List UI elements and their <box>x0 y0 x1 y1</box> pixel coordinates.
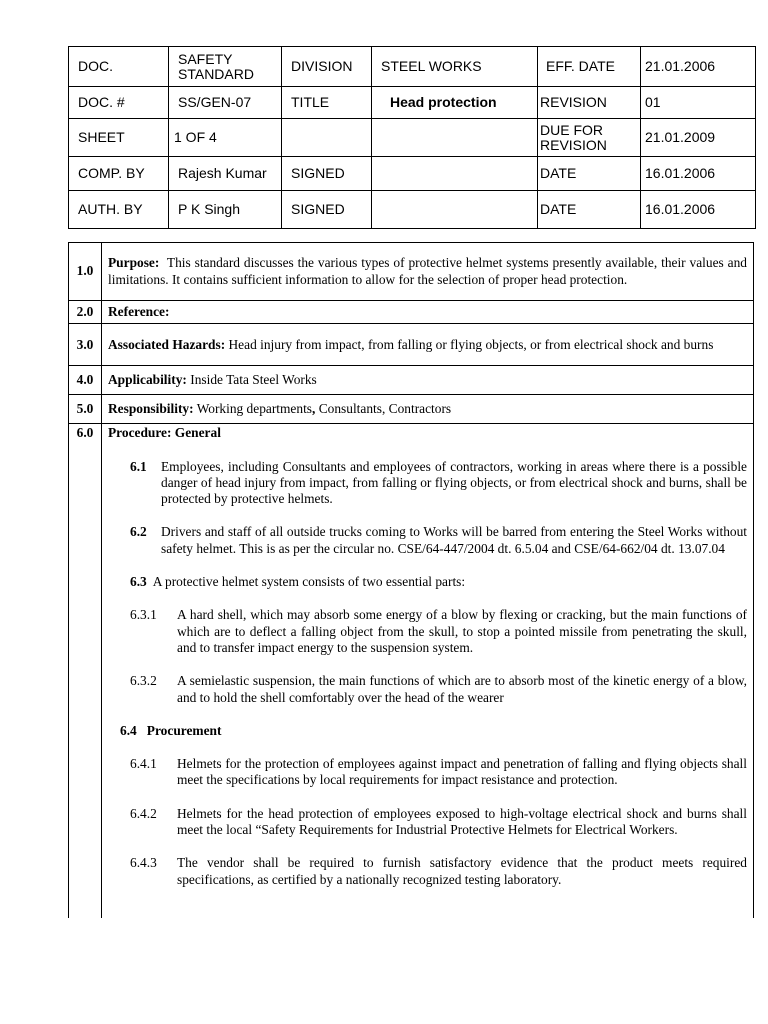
paragraph-6-4-2 <box>108 806 747 839</box>
paragraph-number: 6.4.1 <box>130 756 157 772</box>
section-content <box>102 324 754 366</box>
section-text: This standard discusses the various types of protective helmet systems presently available, their values and limitations. It contains sufficient information to allow for the selection of proper head protection. <box>108 255 747 287</box>
paragraph-text: Helmets for the head protection of employees exposed to high-voltage electrical shock and burns shall meet the local “Safety Requirements for Industrial Protective Helmets for Electrical Workers. <box>177 805 747 838</box>
paragraph-6-3-2 <box>108 673 747 706</box>
paragraph-6-1 <box>108 459 747 508</box>
header-row-compiled <box>69 157 756 191</box>
section-label: Reference: <box>108 304 170 319</box>
revision-label: REVISION <box>538 87 641 119</box>
signed-label: SIGNED <box>282 191 372 229</box>
paragraph-number: 6.4.3 <box>130 855 157 871</box>
paragraph-text: A semielastic suspension, the main functions of which are to absorb most of the kinetic energy of a blow, and to hold the shell comfortably over the head of the wearer <box>177 673 747 705</box>
signature-cell <box>372 157 538 191</box>
due-for-revision-label: DUE FOR REVISION <box>538 119 641 157</box>
paragraph-text: Helmets for the protection of employees against impact and penetration of falling and flying objects shall meet the specifications by local requirements for impact resistance and protection. <box>177 756 747 788</box>
section-label: Associated Hazards: <box>108 336 226 352</box>
doc-number-label: DOC. # <box>69 87 169 119</box>
section-responsibility <box>69 395 754 424</box>
title-value: Head protection <box>372 87 538 119</box>
authorised-date-value: 16.01.2006 <box>641 191 756 229</box>
section-separator: , <box>312 401 316 417</box>
section-text: Inside Tata Steel Works <box>190 372 317 388</box>
division-label: DIVISION <box>282 47 372 87</box>
header-empty-cell <box>282 119 372 157</box>
title-label: TITLE <box>282 87 372 119</box>
sheet-value: 1 OF 4 <box>169 119 282 157</box>
header-row-authorised <box>69 191 756 229</box>
eff-date-label: EFF. DATE <box>538 47 641 87</box>
section-hazards <box>69 324 754 366</box>
section-number: 1.0 <box>69 243 102 301</box>
paragraph-number: 6.2 <box>130 524 147 540</box>
paragraph-number: 6.1 <box>130 458 147 474</box>
section-applicability <box>69 366 754 395</box>
eff-date-value: 21.01.2006 <box>641 47 756 87</box>
section-content <box>102 395 754 424</box>
compiled-date-value: 16.01.2006 <box>641 157 756 191</box>
section-number: 6.0 <box>69 424 102 918</box>
authorised-by-value: P K Singh <box>169 191 282 229</box>
section-content <box>102 301 754 324</box>
date-label: DATE <box>538 157 641 191</box>
section-number: 3.0 <box>69 324 102 366</box>
paragraph-6-3 <box>108 574 747 590</box>
doc-type-value: SAFETY STANDARD <box>169 47 282 87</box>
paragraph-6-4-3 <box>108 855 747 888</box>
section-purpose <box>69 243 754 301</box>
paragraph-6-2 <box>108 524 747 557</box>
section-text: Consultants, Contractors <box>318 401 452 417</box>
paragraph-text: The vendor shall be required to furnish satisfactory evidence that the product meets required specifications, as certified by a nationally recognized testing laboratory. <box>177 855 747 887</box>
document-header-table <box>68 46 756 229</box>
section-number: 2.0 <box>69 301 102 324</box>
section-number: 5.0 <box>69 395 102 424</box>
subsection-procurement <box>108 723 747 739</box>
compiled-by-value: Rajesh Kumar <box>169 157 282 191</box>
paragraph-text: A protective helmet system consists of two essential parts: <box>152 574 466 590</box>
paragraph-6-4-1 <box>108 756 747 789</box>
section-label: Applicability: <box>108 372 187 388</box>
signed-label: SIGNED <box>282 157 372 191</box>
subsection-label: Procurement <box>146 722 222 738</box>
section-content <box>102 424 754 918</box>
header-row-doc <box>69 47 756 87</box>
paragraph-number: 6.3.2 <box>130 673 157 689</box>
section-label: Purpose: <box>108 255 160 271</box>
section-text: Head injury from impact, from falling or flying objects, or from electrical shock and burns <box>228 336 714 352</box>
header-empty-cell <box>372 119 538 157</box>
section-number: 4.0 <box>69 366 102 395</box>
doc-label: DOC. <box>69 47 169 87</box>
paragraph-6-3-1 <box>108 607 747 656</box>
document-body <box>68 242 754 918</box>
section-label: Procedure: General <box>108 425 221 441</box>
section-label: Responsibility: <box>108 401 194 417</box>
compiled-by-label: COMP. BY <box>69 157 169 191</box>
paragraph-number: 6.4.2 <box>130 805 157 821</box>
header-row-docnum <box>69 87 756 119</box>
paragraph-text: A hard shell, which may absorb some energy of a blow by flexing or cracking, but the main functions of which are to deflect a falling object from the skull, to stop a pointed missile from penetrating the skull, and to transfer impact energy to the suspension system. <box>177 607 747 655</box>
section-procedure <box>69 424 754 918</box>
sheet-label: SHEET <box>69 119 169 157</box>
date-label: DATE <box>538 191 641 229</box>
section-content <box>102 366 754 395</box>
sections-table <box>68 242 754 918</box>
revision-value: 01 <box>641 87 756 119</box>
paragraph-text: Drivers and staff of all outside trucks coming to Works will be barred from entering the Steel Works without safety helmet. This is as per the circular no. CSE/64-447/2004 dt. 6.5.04 and CSE/64-662/04 dt. 13.07.04 <box>161 524 747 556</box>
section-text: Working departments <box>196 401 313 417</box>
due-for-revision-value: 21.01.2009 <box>641 119 756 157</box>
paragraph-number: 6.3 <box>130 574 147 590</box>
paragraph-number: 6.3.1 <box>130 607 157 623</box>
paragraph-text: Employees, including Consultants and employees of contractors, working in areas where there is a possible danger of head injury from impact, from falling or flying objects, or from electrical shock and burns, shall be protected by protective helmets. <box>161 458 747 507</box>
section-reference <box>69 301 754 324</box>
division-value: STEEL WORKS <box>372 47 538 87</box>
doc-number-value: SS/GEN-07 <box>169 87 282 119</box>
subsection-number: 6.4 <box>120 722 137 738</box>
header-row-sheet <box>69 119 756 157</box>
authorised-by-label: AUTH. BY <box>69 191 169 229</box>
section-content <box>102 243 754 301</box>
signature-cell <box>372 191 538 229</box>
